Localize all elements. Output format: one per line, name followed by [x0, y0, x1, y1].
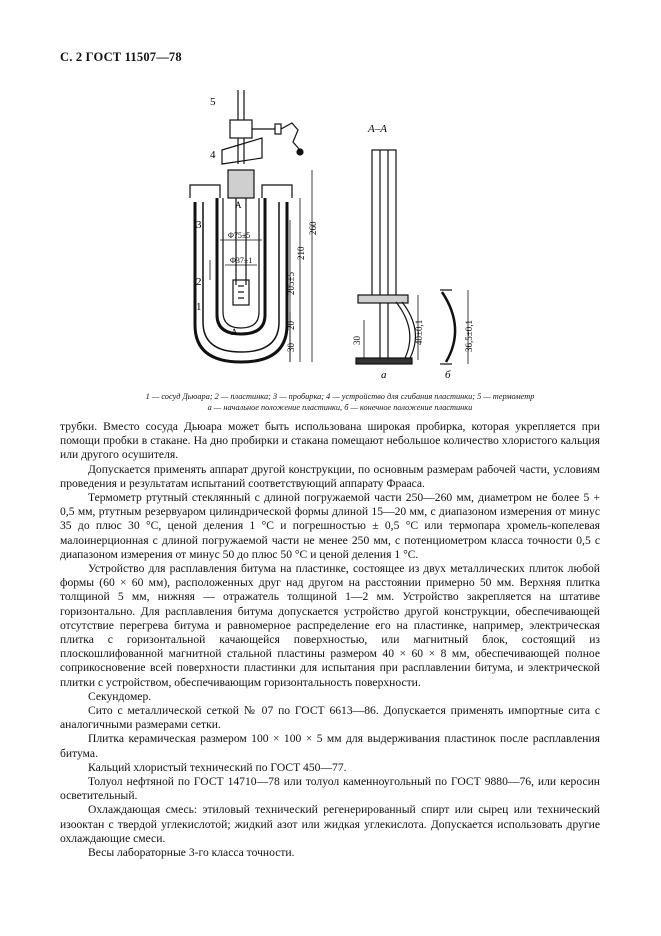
paragraph: Весы лабораторные 3-го класса точности.: [88, 846, 295, 860]
paragraph: Секундомер.: [88, 689, 152, 703]
paragraph: Плитка керамическая размером 100 × 100 × 5 мм для выдерживания пластинок после расплавления битума.: [60, 732, 600, 760]
dim-260: 260: [308, 221, 318, 235]
label-4: 4: [210, 149, 216, 161]
section-label: A–A: [368, 123, 387, 135]
sub-a: а: [381, 369, 387, 380]
label-a-bottom: A: [231, 327, 238, 337]
label-1: 1: [196, 301, 202, 313]
label-3: 3: [196, 219, 202, 231]
dim-d37: Φ37±1: [230, 256, 253, 265]
caption-line-1: 1 — сосуд Дьюара; 2 — пластинка; 3 — пробирка; 4 — устройство для сгибания пластинки; 5 — термометр: [145, 392, 535, 401]
page-header: С. 2 ГОСТ 11507—78: [60, 50, 182, 64]
dim-20: 20: [286, 321, 296, 330]
caption-line-2: а — начальное положение пластинки, б — конечное положение пластинки: [207, 403, 473, 412]
figure-caption: [60, 391, 620, 413]
apparatus-figure: [150, 90, 570, 380]
paragraph: Толуол нефтяной по ГОСТ 14710—78 или толуол каменноугольный по ГОСТ 9880—76, или керосин осветительный.: [60, 775, 600, 803]
sub-b: б: [445, 369, 451, 380]
label-5: 5: [210, 96, 216, 108]
label-2: 2: [196, 276, 202, 288]
body-text: [60, 420, 600, 860]
paragraph: Охлаждающая смесь: этиловый технический регенерированный спирт или сырец или технический изооктан с твердой углекислотой; жидкий азот или жидкая углекислота. Допускается использовать другие охлаждающие смеси.: [60, 803, 600, 845]
dim-30b: 30: [352, 336, 362, 345]
dim-30: 30: [286, 343, 296, 352]
paragraph: Сито с металлической сеткой № 07 по ГОСТ 6613—86. Допускается применять импортные сита с аналогичными размерами сетки.: [60, 704, 600, 732]
dim-205: 205±5: [286, 272, 296, 295]
paragraph: Кальций хлористый технический по ГОСТ 450—77.: [88, 760, 347, 774]
paragraph: Допускается применять аппарат другой конструкции, по основным размерам рабочей части, условиям проведения и результатам испытаний соответствующий аппарату Фрааса.: [60, 462, 600, 490]
dim-d75: Φ75±5: [228, 231, 251, 240]
paragraph: Термометр ртутный стеклянный с длиной погружаемой части 250—260 мм, диаметром не более 5 + 0,5 мм, ртутным резервуаром цилиндрической формы длиной 15—20 мм, с диапазоном измерения от минус 35 до плюс 30 °С, ценой деления 1 °С и погрешностью ± 0,5 °С или термопара хромель-копелевая малоинерционная с длиной погружаемой части не менее 250 мм, с потенциометром класса точности 0,5 с диапазоном измерения от минус 50 до плюс 50 °С и ценой деления 1 °С.: [60, 491, 600, 561]
label-a-top: A: [235, 200, 242, 210]
paragraph: трубки. Вместо сосуда Дьюара может быть использована широкая пробирка, которая укрепляется при помощи пробки в стакане. На дно пробирки и стакана помещают небольшое количество хлористого кальция или другого осушителя.: [60, 420, 600, 462]
dim-40: 40±0,1: [414, 319, 424, 345]
dim-36: 36,5±0,1: [464, 320, 474, 352]
dim-210: 210: [296, 246, 306, 260]
paragraph: Устройство для расплавления битума на пластинке, состоящее из двух металлических плиток любой формы (60 × 60 мм), расположенных друг над другом на расстоянии примерно 50 мм. Верхняя плитка толщиной 5 мм, нижняя — отражатель толщиной 1—2 мм. Устройство закрепляется на штативе горизонтально. Для расплавления битума допускается устройство другой конструкции, обеспечивающей отсутствие перегрева битума и равномерное распределение его на пластинке, например, электрическая плитка с горизонтальной качающейся поверхностью, или магнитный блок, состоящий из плоскошлифованной магнитной стальной пластины размером 40 × 60 × 8 мм, обеспечивающей полное соприкосновение всей поверхности пластинки для испытания при расплавлении битума, и электрической плитки с устройством, обеспечивающим горизонтальность поверхности.: [60, 562, 600, 689]
